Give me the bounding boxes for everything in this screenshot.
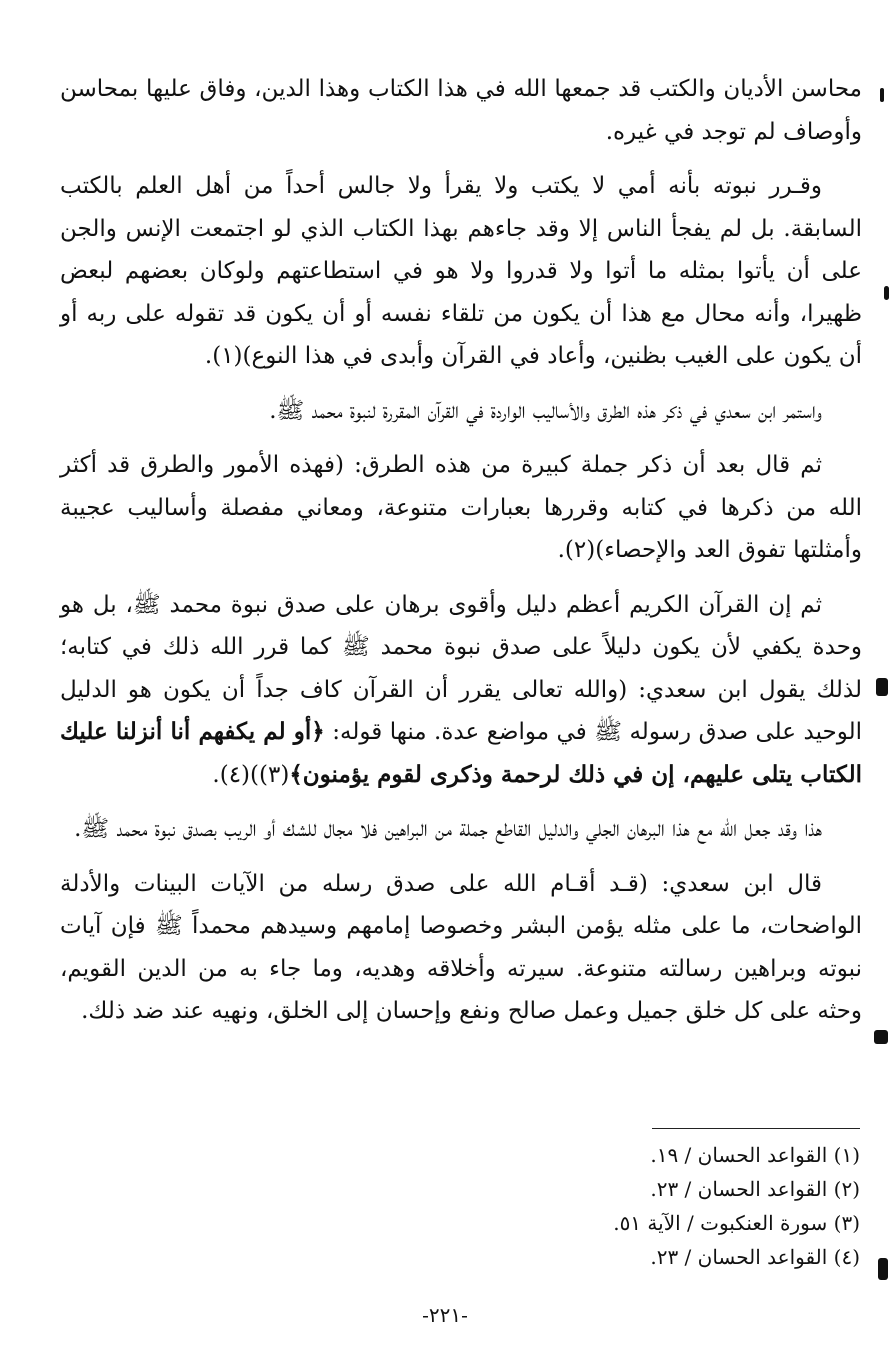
footnote-item: (٤) القواعد الحسان / ٢٣. bbox=[650, 1245, 860, 1269]
paragraph bbox=[60, 808, 862, 851]
footnote-item: (٣) سورة العنكبوت / الآية ٥١. bbox=[613, 1211, 860, 1235]
paragraph-text: واستمر ابن سعدي في ذكر هذه الطرق والأساليب الواردة في القرآن المقررة لنبوة محمد ﷺ. bbox=[269, 397, 822, 424]
paragraph-text: وقـرر نبوته بأنه أمي لا يكتب ولا يقرأ ولا جالس أحداً من أهل العلم بالكتب السابقة. بل لم يفجأ الناس إلا وقد جاءهم بهذا الكتاب الذي لو اجتمعت الإنس والجن على أن يأتوا بمثله ما أتوا ولا قدروا ولا هو في استطاعتهم ولوكان بعضهم لبعض ظهيرا، وأنه محال مع هذا أن يكون من تلقاء نفسه أو أن يكون قد تقوله على ربه أو أن يكون على الغيب بظنين، وأعاد في القرآن وأبدى في هذا النوع)(١). bbox=[60, 173, 862, 369]
paragraph-text: قال ابن سعدي: (قـد أقـام الله على صدق رسله من الآيات البينات والأدلة الواضحات، ما على مثله يؤمن البشر وخصوصا إمامهم وسيدهم محمداً ﷺ فإن آيات نبوته وبراهين رسالته متنوعة. سيرته وأخلاقه وهديه، وما جاء به من الدين القويم، وحثه على كل خلق جميل وعمل صالح ونفع وإحسان إلى الخلق، ونهيه عند ضد ذلك. bbox=[60, 870, 862, 1024]
footnote-item: (١) القواعد الحسان / ١٩. bbox=[650, 1143, 860, 1167]
quran-quote: ﴿أو لم يكفهم أنا أنزلنا عليك الكتاب يتلى عليهم، إن في ذلك لرحمة وذكرى لقوم يؤمنون﴾ bbox=[60, 718, 862, 788]
footnote-item: (٢) القواعد الحسان / ٢٣. bbox=[650, 1177, 860, 1201]
paragraph-text: هذا وقد جعل الله مع هذا البرهان الجلي والدليل القاطع جملة من البراهين فلا مجال للشك أو الريب بصدق نبوة محمد ﷺ. bbox=[74, 816, 822, 842]
scan-mark bbox=[876, 678, 888, 696]
scan-mark bbox=[874, 1030, 888, 1044]
paragraph-text: ثم إن القرآن الكريم أعظم دليل وأقوى برهان على صدق نبوة محمد ﷺ، بل هو وحدة يكفي لأن يكون دليلاً على صدق نبوة محمد ﷺ كما قرر الله ذلك في كتابه؛ لذلك يقول ابن سعدي: (والله تعالى يقرر أن القرآن كاف جداً أن يكون هو الدليل الوحيد على صدق رسوله ﷺ في مواضع عدة. منها قوله: bbox=[60, 591, 863, 745]
paragraph bbox=[60, 863, 862, 1033]
page-number: -٢٢١- bbox=[422, 1303, 468, 1327]
paragraph-text: (٣))(٤). bbox=[212, 761, 290, 788]
paragraph bbox=[60, 165, 862, 378]
scan-mark bbox=[884, 286, 889, 300]
paragraph-text: ثم قال بعد أن ذكر جملة كبيرة من هذه الطرق: (فهذه الأمور والطرق قد أكثر الله من ذكرها في كتابه وقررها بعبارات متنوعة، ومعاني مفصلة وأساليب عجيبة وأمثلتها تفوق العد والإحصاء)(٢). bbox=[60, 452, 862, 563]
scan-mark bbox=[880, 88, 884, 102]
scan-mark bbox=[878, 1258, 888, 1280]
footnotes-list bbox=[420, 1138, 860, 1274]
paragraph-text: محاسن الأديان والكتب قد جمعها الله في هذا الكتاب وهذا الدين، وفاق عليها بمحاسن وأوصاف لم توجد في غيره. bbox=[60, 76, 862, 145]
paragraph bbox=[60, 444, 862, 572]
main-text bbox=[60, 68, 862, 1045]
paragraph bbox=[60, 390, 862, 433]
footnote-divider bbox=[652, 1128, 860, 1129]
paragraph bbox=[60, 68, 862, 153]
paragraph bbox=[60, 584, 862, 797]
